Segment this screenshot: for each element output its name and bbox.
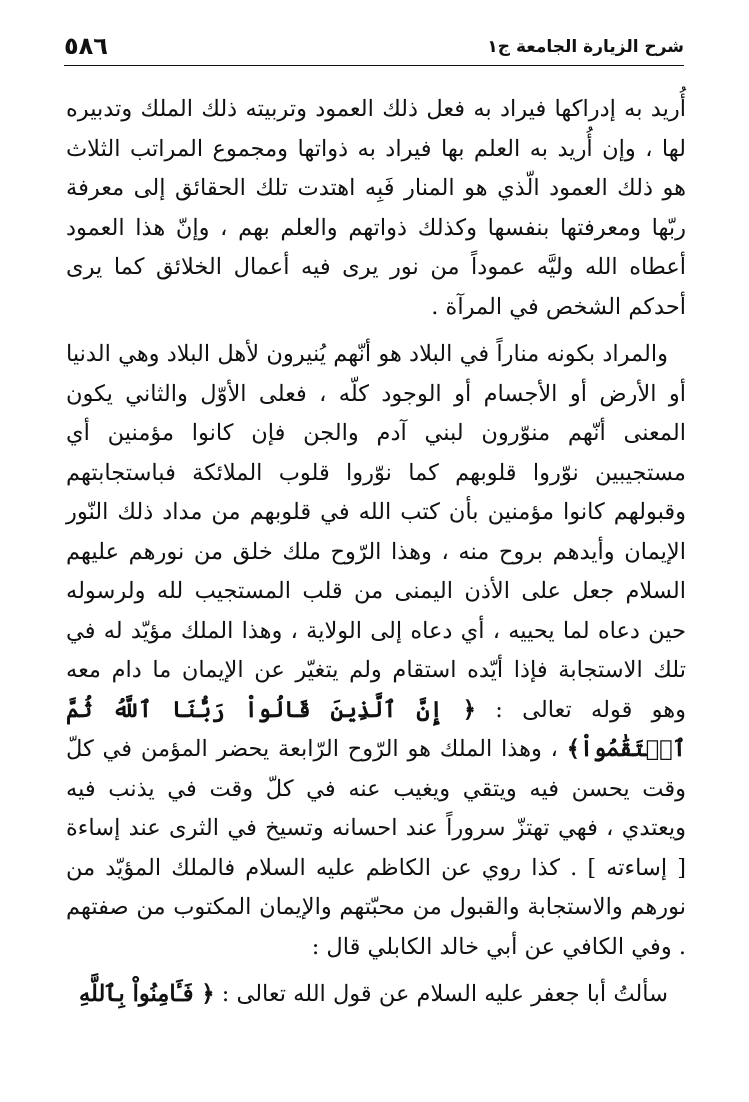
paragraph-1: أُريد به إدراكها فيراد به فعل ذلك العمود وتربيته ذلك الملك وتدبيره لها ، وإن أُريد به العلم بها فيراد به ذواتها ومجموع المراتب الثلاث هو ذلك العمود الّذي هو المنار فَبِه اهتدت تلك الحقائق إلى معرفة ربّها ومعرفتها بنفسها وكذلك ذواتهم والعلم بهم ، وإنّ هذا العمود أعطاه الله وليَّه عموداً من نور يرى فيه أعمال الخلائق كما يرى أحدكم الشخص في المرآة . [66, 96, 686, 320]
quran-verse-1: ﴿ إِنَّ ٱلَّذِينَ قَالُواْ رَبُّنَا ٱللَّهُ ثُمَّ ٱسۡتَقَٰمُواْ﴾ [66, 696, 686, 762]
body-text [66, 90, 686, 1023]
paragraph-2-continuation: ، وهذا الملك هو الرّوح الرّابعة يحضر المؤمن في كلّ وقت يحسن فيه ويتقي ويغيب عنه في كلّ وقت في يذنب فيه ويعتدي ، فهي تهتزّ سروراً عند احسانه وتسيخ في الثرى عند إساءة [ إساءته ] . كذا روي عن الكاظم عليه السلام فالملك المؤيّد من نورهم والاستجابة والقبول من محبّتهم والإيمان المكتوب من صفتهم . وفي الكافي عن أبي خالد الكابلي قال : [66, 736, 686, 960]
paragraph-3-text: سألتُ أبا جعفر عليه السلام عن قول الله تعالى : [221, 981, 668, 1007]
page-number: ٥٨٦ [64, 32, 108, 60]
quran-verse-2: ﴿ فَـَٔامِنُواْ بِٱللَّهِ [78, 981, 215, 1007]
paragraph-3 [66, 975, 686, 1015]
header-divider [64, 65, 684, 66]
paragraph-2-text: والمراد بكونه مناراً في البلاد هو أنّهم يُنيرون لأهل البلاد وهي الدنيا أو الأرض أو الأجسام أو الوجود كلّه ، فعلى الأوّل والثاني يكون المعنى أنّهم منوّرون لبني آدم والجن فإن كانوا مؤمنين أي مستجيبين نوّروا قلوبهم كما نوّروا قلوب الملائكة فباستجابتهم وقبولهم كانوا مؤمنين بأن كتب الله في قلوبهم من مداد ذلك النّور الإيمان وأيدهم بروح منه ، وهذا الرّوح ملك خلق من نورهم عليهم السلام جعل على الأذن اليمنى من قلب المستجيب لله ولرسوله حين دعاه لما يحييه ، أي دعاه إلى الولاية ، وهذا الملك مؤيّد له في تلك الاستجابة فإذا أيّده استقام ولم يتغيّر عن الإيمان ما دام معه وهو قوله تعالى : [66, 341, 687, 723]
page-header [64, 28, 684, 64]
running-title: شرح الزيارة الجامعة ج١ [487, 37, 684, 57]
paragraph-2 [66, 335, 686, 967]
